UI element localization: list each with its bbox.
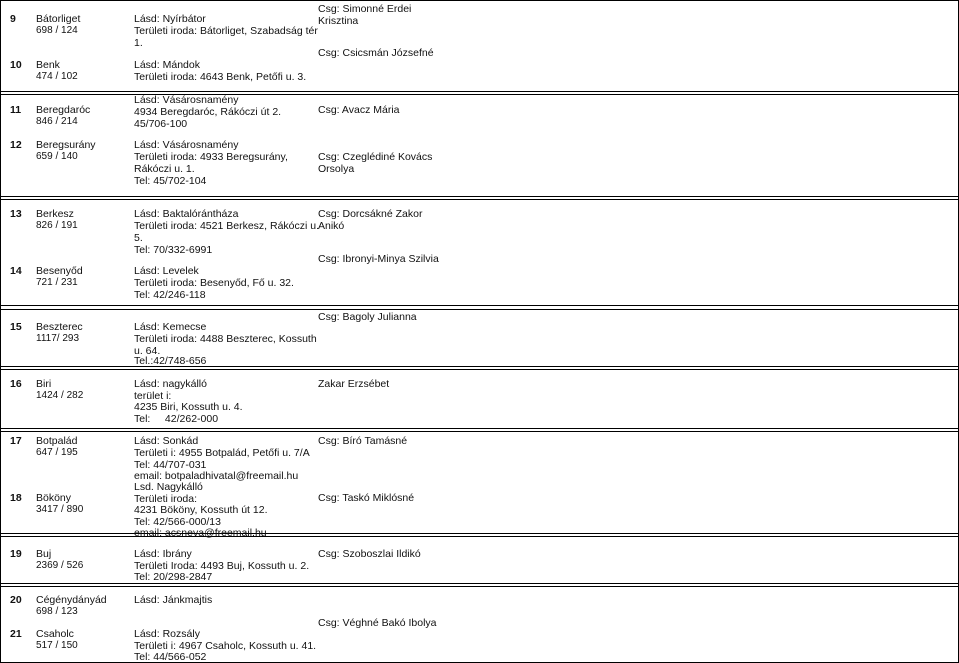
row-number: 21 <box>10 628 22 640</box>
grid-line <box>0 0 959 1</box>
grid-line <box>0 309 959 310</box>
contact-line: Krisztina <box>318 15 359 27</box>
contact-line: Csg: Simonné Erdei <box>318 3 412 15</box>
office-line: Lsd. Nagykálló <box>134 481 203 493</box>
village-area: 2369 / 526 <box>36 560 84 571</box>
contact-line: Zakar Erzsébet <box>318 378 390 390</box>
row-number: 17 <box>10 435 22 447</box>
row-number: 15 <box>10 321 22 333</box>
office-line: Tel: 42/262-000 <box>134 413 219 425</box>
row-number: 13 <box>10 208 22 220</box>
office-line: Lásd: Vásárosnamény <box>134 139 239 151</box>
row-number: 11 <box>10 104 22 116</box>
row-number: 9 <box>10 13 16 25</box>
grid-line <box>0 431 959 432</box>
row-number: 19 <box>10 548 22 560</box>
office-line: Lásd: Levelek <box>134 265 199 277</box>
office-line: Területi iroda: 4643 Benk, Petőfi u. 3. <box>134 71 307 83</box>
row-number: 16 <box>10 378 22 390</box>
contact-line: Csg: Bíró Tamásné <box>318 435 408 447</box>
row-number: 14 <box>10 265 22 277</box>
village-name: Bátorliget <box>36 13 81 25</box>
office-line: Lásd: Ibrány <box>134 548 192 560</box>
office-line: u. 64. <box>134 345 161 357</box>
row-number: 20 <box>10 594 22 606</box>
contact-line: Csg: Avacz Mária <box>318 104 400 116</box>
office-line: Területi iroda: 4933 Beregsurány, <box>134 151 288 163</box>
office-line: Lásd: Baktalórántháza <box>134 208 239 220</box>
office-line: Lásd: Mándok <box>134 59 200 71</box>
contact-line: Csg: Ibronyi-Minya Szilvia <box>318 253 439 265</box>
contact-line: Anikó <box>318 220 345 232</box>
office-line: 45/706-100 <box>134 118 188 130</box>
office-line: 4231 Bököny, Kossuth út 12. <box>134 504 268 516</box>
village-name: Buj <box>36 548 52 560</box>
grid-line <box>0 586 959 587</box>
village-name: Bököny <box>36 492 72 504</box>
grid-line <box>0 369 959 370</box>
office-line: terület i: <box>134 390 172 402</box>
office-line: Tel: 70/332-6991 <box>134 244 213 256</box>
contact-line: Csg: Csicsmán Józsefné <box>318 47 434 59</box>
grid-line <box>0 199 959 200</box>
village-area: 826 / 191 <box>36 220 78 231</box>
office-line: 4235 Biri, Kossuth u. 4. <box>134 401 243 413</box>
village-name: Beregdaróc <box>36 104 91 116</box>
row-number: 12 <box>10 139 22 151</box>
village-area: 3417 / 890 <box>36 504 84 515</box>
office-line: 4934 Beregdaróc, Rákóczi út 2. <box>134 106 282 118</box>
office-line: Tel: 45/702-104 <box>134 175 207 187</box>
office-line: Tel: 44/566-052 <box>134 651 207 663</box>
office-line: Területi iroda: Bátorliget, Szabadság tér <box>134 25 318 37</box>
village-name: Beszterec <box>36 321 83 333</box>
village-name: Benk <box>36 59 60 71</box>
village-area: 698 / 123 <box>36 606 78 617</box>
village-area: 659 / 140 <box>36 151 78 162</box>
village-area: 1424 / 282 <box>36 390 84 401</box>
office-line: Területi i: 4967 Csaholc, Kossuth u. 41. <box>134 640 317 652</box>
office-line: Lásd: Rozsály <box>134 628 200 640</box>
grid-line <box>0 196 959 197</box>
office-line: Lásd: Jánkmajtis <box>134 594 213 606</box>
row-number: 10 <box>10 59 22 71</box>
village-name: Botpalád <box>36 435 78 447</box>
grid-line <box>0 91 959 92</box>
office-line: email: botpaladhivatal@freemail.hu <box>134 470 299 482</box>
office-line: Tel.:42/748-656 <box>134 355 207 367</box>
office-line: Tel: 42/246-118 <box>134 289 206 301</box>
office-line: Területi i: 4955 Botpalád, Petőfi u. 7/A <box>134 447 310 459</box>
contact-line: Csg: Czeglédiné Kovács <box>318 151 433 163</box>
grid-line <box>0 428 959 429</box>
contact-line: Orsolya <box>318 163 355 175</box>
village-area: 647 / 195 <box>36 447 78 458</box>
office-line: Lásd: Kemecse <box>134 321 207 333</box>
row-number: 18 <box>10 492 22 504</box>
village-area: 721 / 231 <box>36 277 78 288</box>
office-line: 5. <box>134 232 143 244</box>
village-area: 698 / 124 <box>36 25 78 36</box>
office-line: Tel: 20/298-2847 <box>134 571 213 583</box>
office-line: Lásd: Sonkád <box>134 435 199 447</box>
office-line: email: acsneva@freemail.hu <box>134 527 267 539</box>
village-area: 474 / 102 <box>36 71 78 82</box>
village-name: Besenyőd <box>36 265 83 277</box>
contact-line: Csg: Véghné Bakó Ibolya <box>318 617 437 629</box>
office-line: Tel: 42/566-000/13 <box>134 516 221 528</box>
office-line: Területi iroda: Besenyőd, Fő u. 32. <box>134 277 294 289</box>
village-area: 1117/ 293 <box>36 333 80 344</box>
village-area: 846 / 214 <box>36 116 78 127</box>
office-line: Tel: 44/707-031 <box>134 459 207 471</box>
office-line: Lásd: Nyírbátor <box>134 13 206 25</box>
office-line: 1. <box>134 37 143 49</box>
contact-line: Csg: Szoboszlai Ildikó <box>318 548 421 560</box>
contact-line: Csg: Dorcsákné Zakor <box>318 208 423 220</box>
office-line: Területi Iroda: 4493 Buj, Kossuth u. 2. <box>134 560 310 572</box>
office-line: Lásd: Vásárosnamény <box>134 94 239 106</box>
grid-line <box>0 0 1 663</box>
village-area: 517 / 150 <box>36 640 78 651</box>
village-name: Beregsurány <box>36 139 96 151</box>
office-line: Rákóczi u. 1. <box>134 163 195 175</box>
contact-line: Csg: Taskó Miklósné <box>318 492 415 504</box>
village-name: Biri <box>36 378 52 390</box>
contact-line: Csg: Bagoly Julianna <box>318 311 417 323</box>
office-line: Lásd: nagykálló <box>134 378 207 390</box>
office-line: Területi iroda: 4521 Berkesz, Rákóczi u. <box>134 220 320 232</box>
village-name: Csaholc <box>36 628 74 640</box>
office-line: Területi iroda: 4488 Beszterec, Kossuth <box>134 333 317 345</box>
village-name: Berkesz <box>36 208 74 220</box>
office-line: Területi iroda: <box>134 493 198 505</box>
grid-line <box>0 305 959 306</box>
village-name: Cégénydányád <box>36 594 107 606</box>
